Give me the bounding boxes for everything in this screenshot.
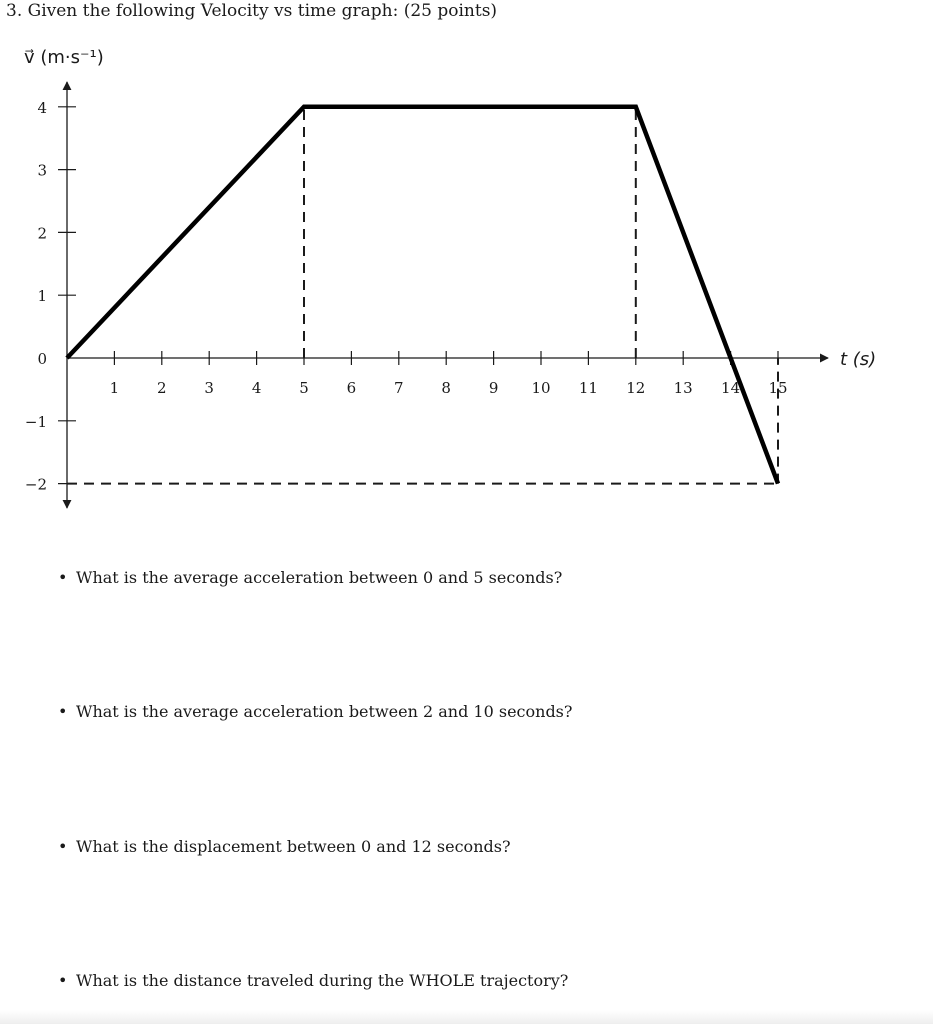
x-tick-label: 4	[251, 379, 262, 397]
bullet-icon: •	[58, 837, 68, 856]
x-tick-label: 6	[346, 379, 357, 397]
x-tick-label: 5	[299, 379, 309, 397]
y-tick-label: 3	[37, 161, 47, 180]
velocity-series-line	[67, 107, 778, 484]
question-item	[58, 702, 572, 721]
y-tick-label: 1	[37, 287, 47, 306]
x-tick-label: 2	[157, 379, 167, 397]
x-tick-label: 1	[109, 379, 120, 397]
x-tick-label: 10	[531, 379, 551, 397]
y-tick-label: 4	[37, 98, 47, 117]
x-tick-label: 7	[394, 379, 404, 397]
x-tick-label: 3	[204, 379, 214, 397]
y-tick-label: 2	[37, 224, 47, 243]
question-text: What is the displacement between 0 and 12 seconds?	[76, 837, 511, 856]
bullet-icon: •	[58, 971, 68, 990]
question-item	[58, 837, 511, 856]
x-tick-label: 15	[768, 379, 788, 397]
problem-heading: 3. Given the following Velocity vs time graph: (25 points)	[6, 1, 498, 21]
y-tick-label: −1	[24, 412, 47, 431]
page-edge-shade	[0, 1010, 933, 1024]
question-item	[58, 568, 562, 587]
x-tick-label: 9	[488, 379, 499, 397]
y-tick-label: −2	[24, 475, 47, 494]
question-text: What is the distance traveled during the WHOLE trajectory?	[76, 971, 569, 990]
y-axis-label: v⃗ (m·s⁻¹)	[24, 47, 104, 68]
x-axis-label: t (s)	[840, 349, 877, 370]
question-text: What is the average acceleration between 0 and 5 seconds?	[76, 568, 563, 587]
question-text: What is the average acceleration between 2 and 10 seconds?	[76, 702, 573, 721]
bullet-icon: •	[58, 702, 68, 721]
x-tick-label: 13	[673, 379, 693, 397]
bullet-icon: •	[58, 568, 68, 587]
x-tick-label: 8	[441, 379, 451, 397]
y-tick-label: 0	[37, 350, 47, 368]
x-tick-label: 11	[578, 379, 598, 397]
x-tick-label: 12	[626, 379, 646, 397]
x-tick-label: 14	[721, 379, 741, 397]
question-item	[58, 971, 568, 990]
